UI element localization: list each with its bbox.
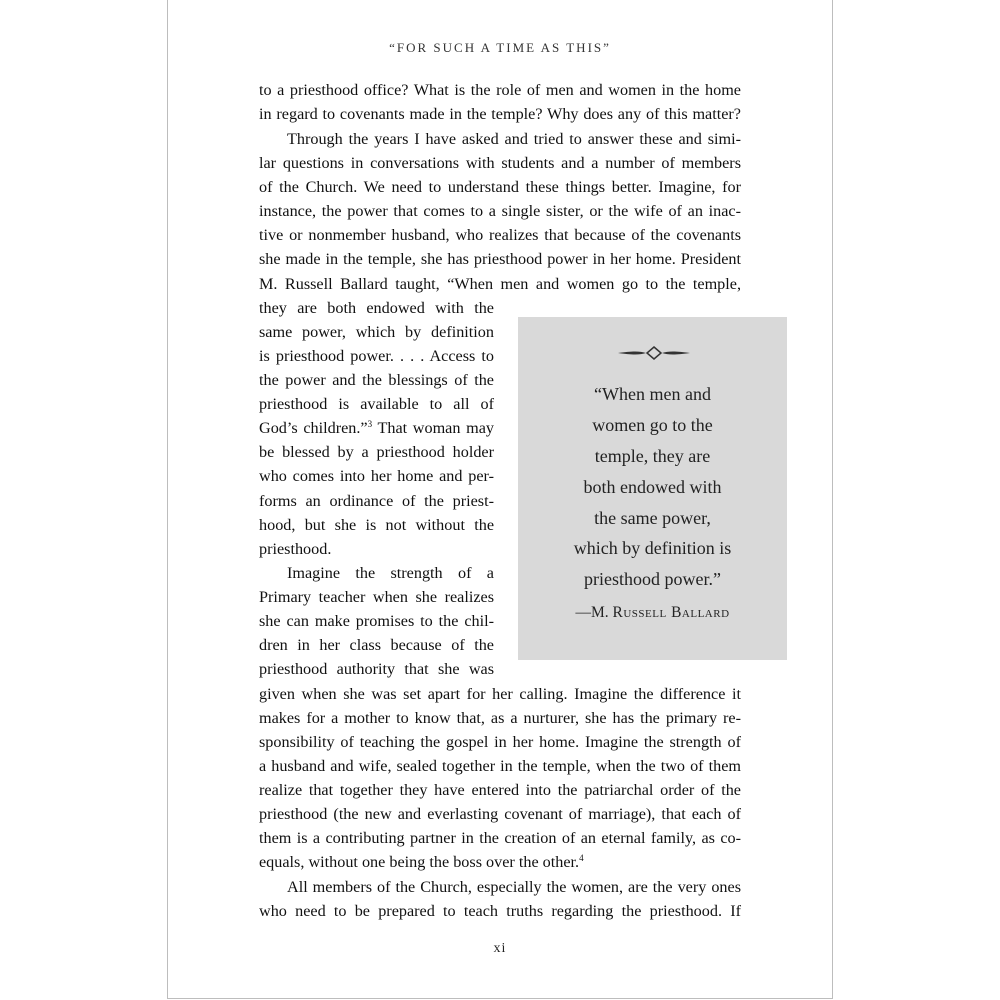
text-line: instance, the power that comes to a single sister, or the wife of an inac- [259, 202, 741, 220]
text-line: same power, which by definition [259, 323, 494, 341]
text-fragment: That woman may [372, 419, 494, 437]
attribution-name: Russell Ballard [612, 604, 730, 621]
text-line: priesthood (the new and everlasting covenant of marriage), that each of [259, 805, 741, 823]
text-line: All members of the Church, especially the women, are the very ones [287, 878, 741, 896]
text-line: priesthood. [259, 540, 332, 558]
text-line: who need to be prepared to teach truths regarding the priesthood. If [259, 902, 741, 920]
pull-quote-line: both endowed with [583, 477, 722, 497]
text-line: is priesthood power. . . . Access to [259, 347, 494, 365]
text-line: lar questions in conversations with students and a number of members [259, 154, 741, 172]
running-head: “FOR SUCH A TIME AS THIS” [389, 40, 611, 55]
text-line: priesthood authority that she was [259, 660, 494, 678]
text-line: who comes into her home and per- [259, 467, 494, 485]
text-line: Imagine the strength of a [287, 564, 494, 582]
text-line: in regard to covenants made in the temple? Why does any of this matter? [259, 105, 741, 123]
pull-quote-line: priesthood power.” [584, 569, 721, 589]
text-line: hood, but she is not without the [259, 516, 494, 534]
text-line: realize that together they have entered into the patriarchal order of the [259, 781, 741, 799]
text-line: M. Russell Ballard taught, “When men and women go to the temple, [259, 275, 741, 293]
text-line: forms an ordinance of the priest- [259, 492, 494, 510]
text-line: a husband and wife, sealed together in the temple, when the two of them [259, 757, 741, 775]
text-line: to a priesthood office? What is the role of men and women in the home [259, 81, 741, 99]
text-line: tive or nonmember husband, who realizes that because of the covenants [259, 226, 741, 244]
text-line: dren in her class because of the [259, 636, 494, 654]
pull-quote-line: “When men and [594, 384, 711, 404]
text-line: priesthood is available to all of [259, 395, 494, 413]
ornament-icon [618, 344, 690, 362]
text-line: makes for a mother to know that, as a nurturer, she has the primary re- [259, 709, 741, 727]
pull-quote-line: which by definition is [573, 538, 732, 558]
text-line: them is a contributing partner in the creation of an eternal family, as co- [259, 829, 741, 847]
text-line: she made in the temple, she has priesthood power in her home. President [259, 250, 741, 268]
text-fragment: God’s children.” [259, 419, 368, 437]
text-line: of the Church. We need to understand these things better. Imagine, for [259, 178, 741, 196]
text-line: the power and the blessings of the [259, 371, 494, 389]
pull-quote-line: women go to the [592, 415, 713, 435]
text-line [259, 850, 741, 874]
text-line: she can make promises to the chil- [259, 612, 494, 630]
text-line: they are both endowed with the [259, 299, 494, 317]
text-line: Primary teacher when she realizes [259, 588, 494, 606]
attribution-dash: —M. [575, 604, 613, 621]
footnote-ref[interactable]: 3 [367, 419, 373, 429]
text-line: given when she was set apart for her calling. Imagine the difference it [259, 685, 741, 703]
text-fragment: equals, without one being the boss over the other. [259, 853, 580, 871]
text-line [259, 416, 494, 440]
text-line: sponsibility of teaching the gospel in her home. Imagine the strength of [259, 733, 741, 751]
page-number: xi [493, 941, 507, 956]
pull-quote-attribution [518, 604, 787, 622]
text-line: Through the years I have asked and tried to answer these and simi- [287, 130, 741, 148]
text-line: be blessed by a priesthood holder [259, 443, 494, 461]
footnote-ref[interactable]: 4 [579, 853, 584, 863]
pull-quote-line: the same power, [594, 508, 711, 528]
pull-quote-line: temple, they are [594, 446, 711, 466]
